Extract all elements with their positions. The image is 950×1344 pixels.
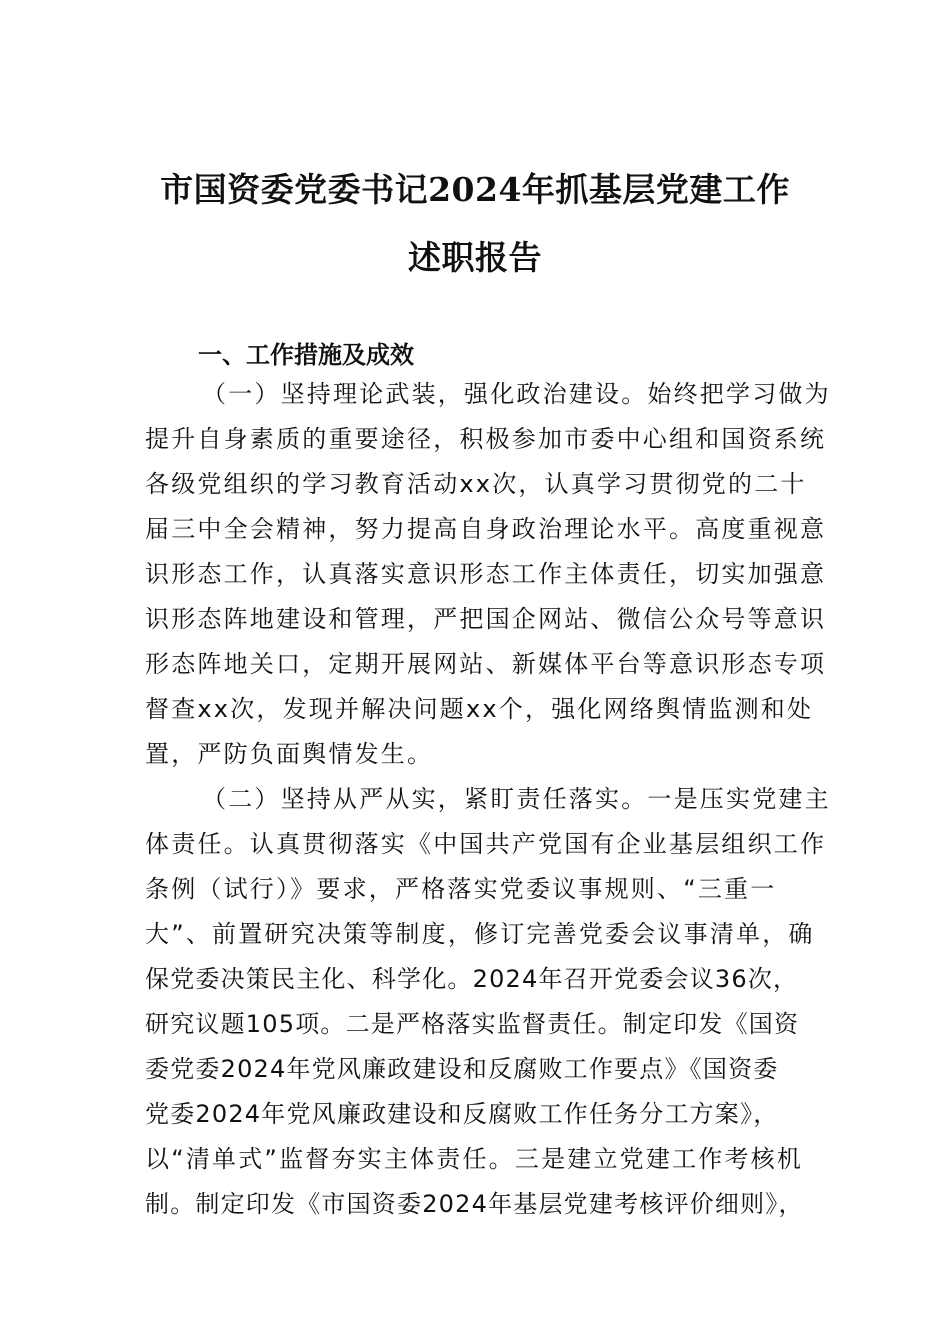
paragraph-line: 形态阵地关口，定期开展网站、新媒体平台等意识形态专项 — [145, 650, 827, 678]
paragraph-line: 条例（试行）》要求，严格落实党委议事规则、“三重一 — [145, 875, 777, 903]
paragraph-line: 制。制定印发《市国资委2024年基层党建考核评价细则》， — [145, 1190, 804, 1218]
paragraph-line: 委党委2024年党风廉政建设和反腐败工作要点》《国资委 — [145, 1055, 779, 1083]
paragraph-line: 督查xx次，发现并解决问题xx个，强化网络舆情监测和处 — [145, 695, 814, 723]
paragraph-line: （一）坚持理论武装，强化政治建设。始终把学习做为 — [202, 380, 831, 408]
paragraph-line: 提升自身素质的重要途径，积极参加市委中心组和国资系统 — [145, 425, 827, 453]
document-title-line-1: 市国资委党委书记2024年抓基层党建工作 — [160, 170, 790, 209]
paragraph-line: 研究议题105项。二是严格落实监督责任。制定印发《国资 — [145, 1010, 800, 1038]
paragraph-line: 体责任。认真贯彻落实《中国共产党国有企业基层组织工作 — [145, 830, 827, 858]
paragraph-line: 识形态工作，认真落实意识形态工作主体责任，切实加强意 — [145, 560, 827, 588]
section-heading: 一、工作措施及成效 — [198, 341, 414, 369]
paragraph-line: 党委2024年党风廉政建设和反腐败工作任务分工方案》， — [145, 1100, 779, 1128]
paragraph-line: 以“清单式”监督夯实主体责任。三是建立党建工作考核机 — [145, 1145, 804, 1173]
paragraph-line: 识形态阵地建设和管理，严把国企网站、微信公众号等意识 — [145, 605, 827, 633]
paragraph-line: 大”、前置研究决策等制度，修订完善党委会议事清单，确 — [145, 920, 815, 948]
paragraph-line: （二）坚持从严从实，紧盯责任落实。一是压实党建主 — [202, 785, 831, 813]
paragraph-line: 置，严防负面舆情发生。 — [145, 740, 434, 768]
paragraph-line: 保党委决策民主化、科学化。2024年召开党委会议36次， — [145, 965, 799, 993]
document-title-line-2: 述职报告 — [408, 238, 542, 277]
paragraph-line: 各级党组织的学习教育活动xx次，认真学习贯彻党的二十 — [145, 470, 807, 498]
paragraph-line: 届三中全会精神，努力提高自身政治理论水平。高度重视意 — [145, 515, 827, 543]
